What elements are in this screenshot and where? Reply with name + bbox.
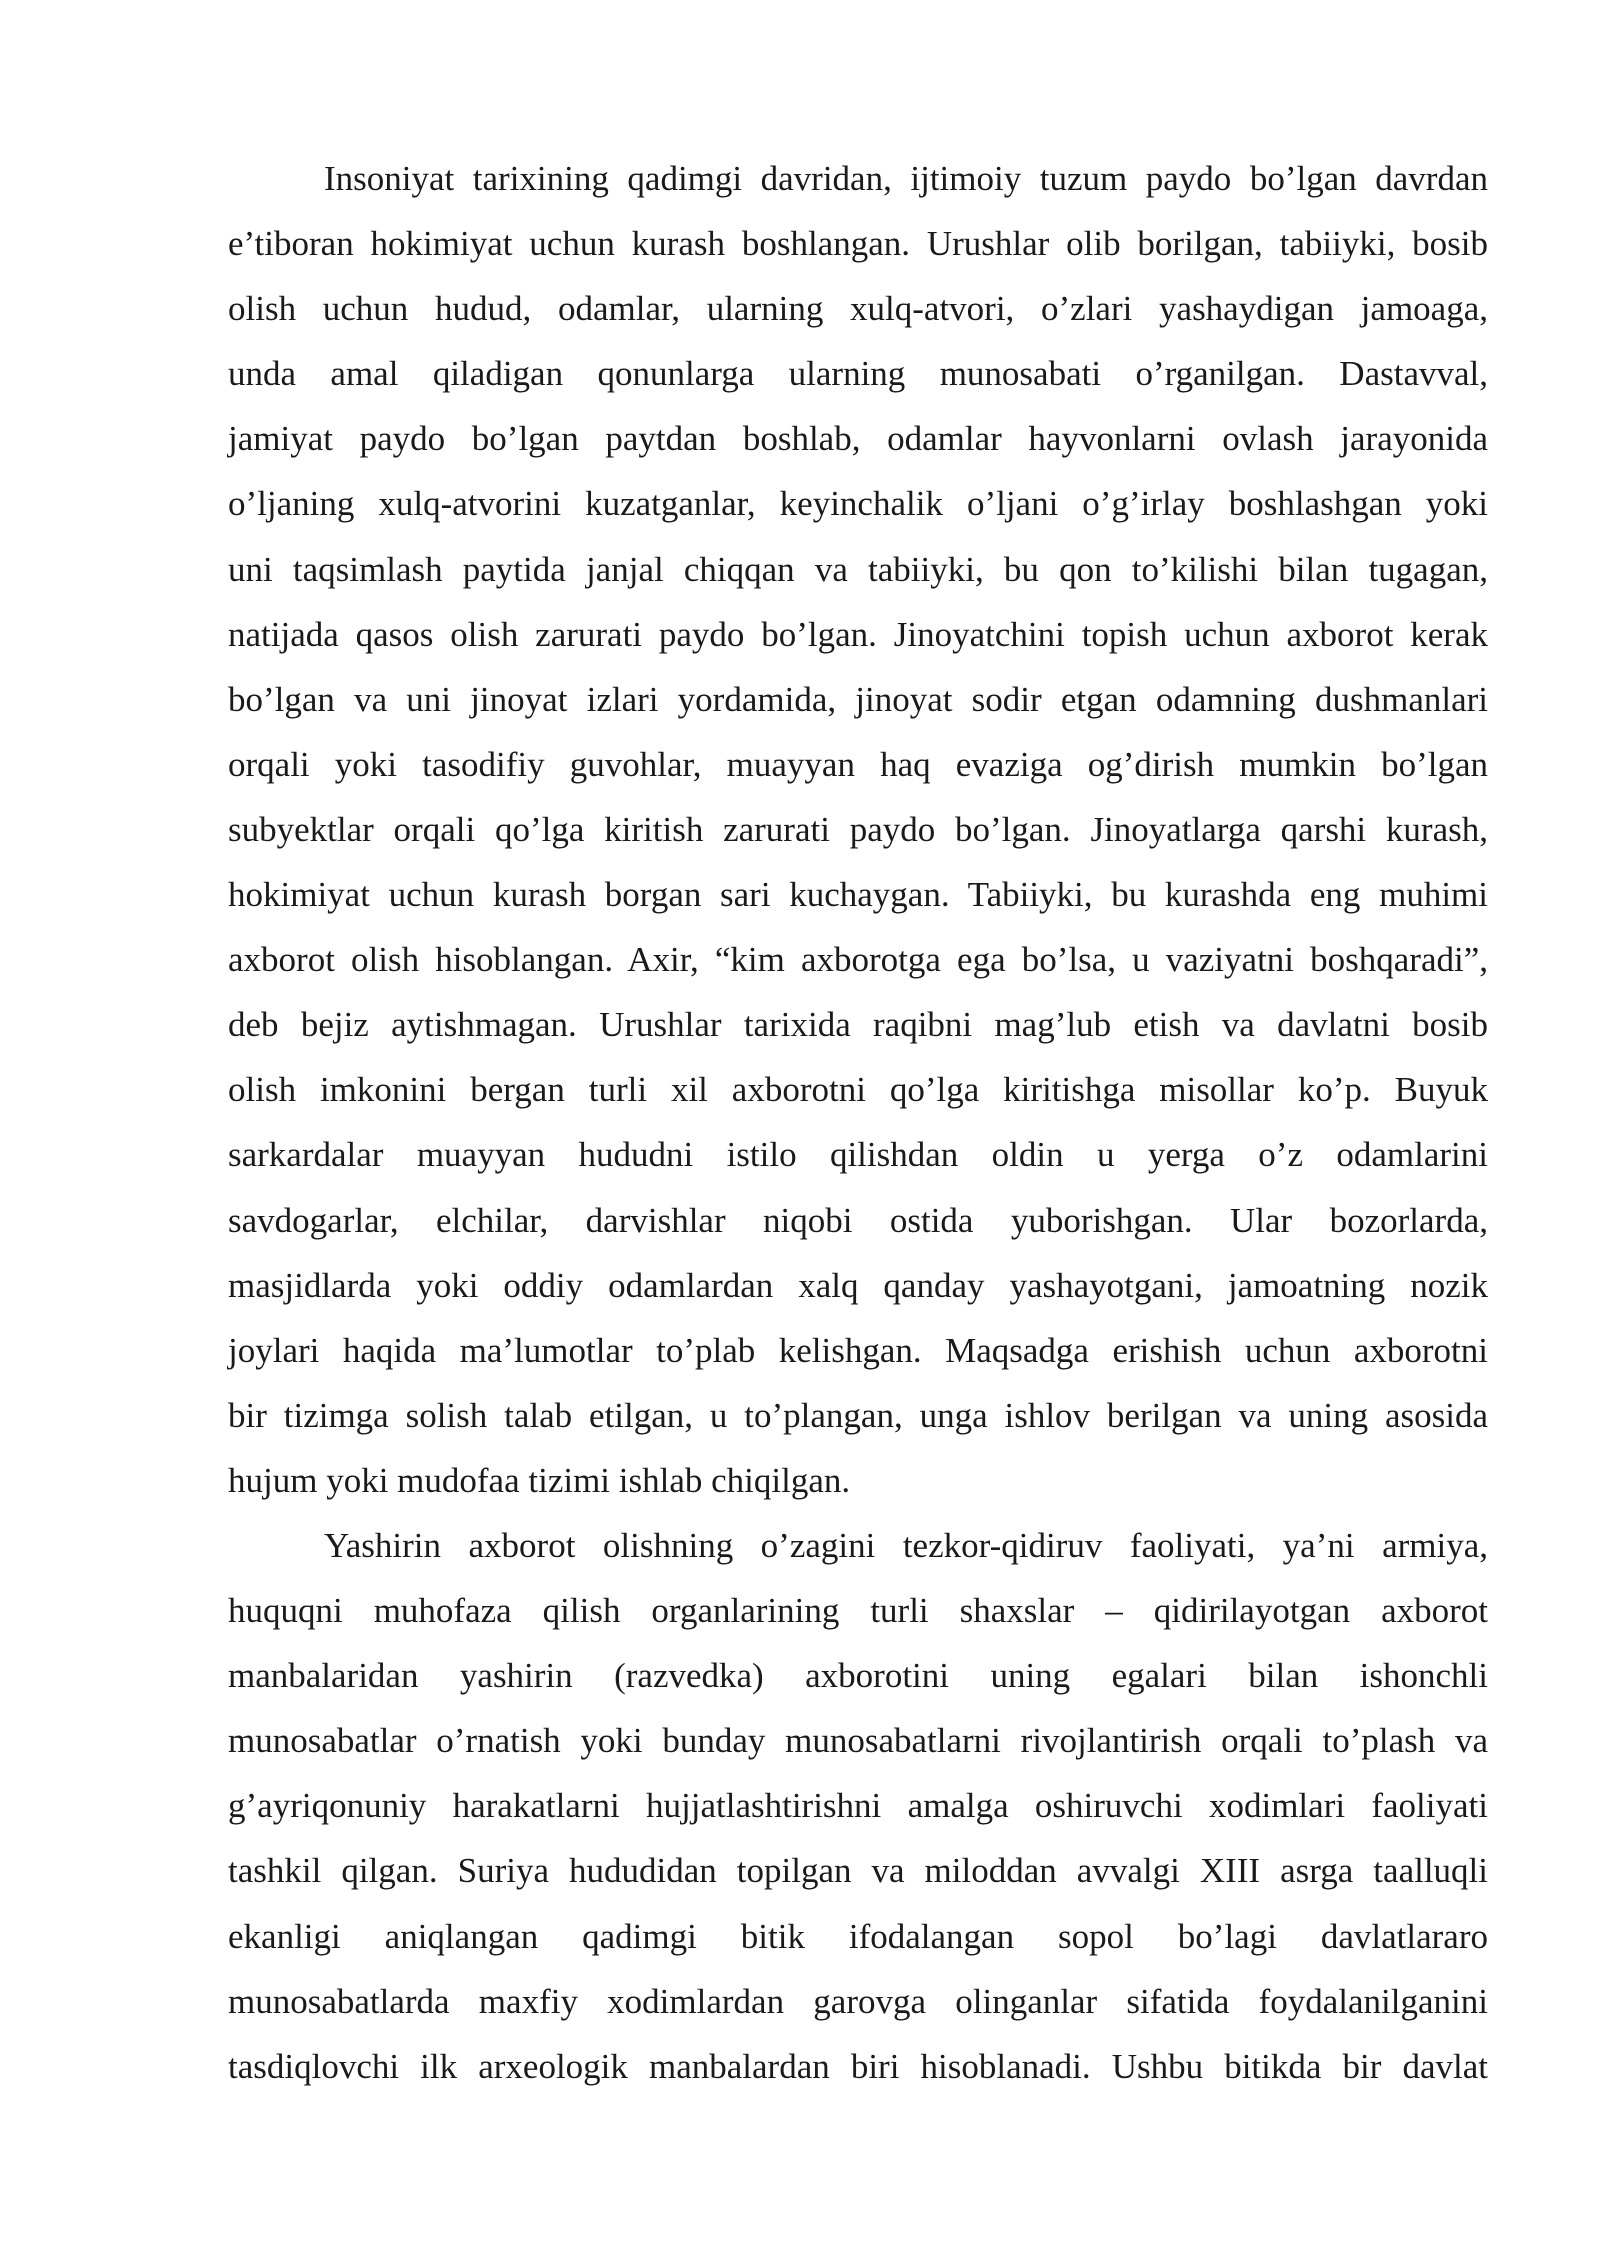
- paragraph-line: savdogarlar, elchilar, darvishlar niqobi ostida yuborishgan. Ular bozorlarda,: [228, 1200, 1488, 1240]
- paragraph-line: huquqni muhofaza qilish organlarining turli shaxslar – qidirilayotgan axborot: [228, 1591, 1488, 1631]
- paragraph-line: subyektlar orqali qo’lga kiritish zarurati paydo bo’lgan. Jinoyatlarga qarshi kurash,: [228, 809, 1488, 849]
- paragraph-1: [228, 146, 1488, 1513]
- paragraph-line: deb bejiz aytishmagan. Urushlar tarixida raqibni mag’lub etish va davlatni bosib: [228, 1005, 1488, 1045]
- paragraph-line: unda amal qiladigan qonunlarga ularning munosabati o’rganilgan. Dastavval,: [228, 354, 1488, 394]
- paragraph-line: munosabatlar o’rnatish yoki bunday munosabatlarni rivojlantirish orqali to’plash va: [228, 1721, 1488, 1761]
- paragraph-line: uni taqsimlash paytida janjal chiqqan va tabiiyki, bu qon to’kilishi bilan tugagan,: [228, 549, 1488, 589]
- paragraph-line: Yashirin axborot olishning o’zagini tezkor-qidiruv faoliyati, ya’ni armiya,: [324, 1525, 1488, 1565]
- paragraph-line: tasdiqlovchi ilk arxeologik manbalardan biri hisoblanadi. Ushbu bitikda bir davlat: [228, 2046, 1488, 2086]
- paragraph-line: manbalaridan yashirin (razvedka) axborotini uning egalari bilan ishonchli: [228, 1656, 1488, 1696]
- paragraph-line: bo’lgan va uni jinoyat izlari yordamida, jinoyat sodir etgan odamning dushmanlari: [228, 679, 1488, 719]
- paragraph-line: jamiyat paydo bo’lgan paytdan boshlab, odamlar hayvonlarni ovlash jarayonida: [228, 419, 1488, 459]
- paragraph-line: natijada qasos olish zarurati paydo bo’lgan. Jinoyatchini topish uchun axborot kerak: [228, 614, 1488, 654]
- paragraph-line: ekanligi aniqlangan qadimgi bitik ifodalangan sopol bo’lagi davlatlararo: [228, 1916, 1488, 1956]
- paragraph-line: olish imkonini bergan turli xil axborotni qo’lga kiritishga misollar ko’p. Buyuk: [228, 1070, 1488, 1110]
- paragraph-line: orqali yoki tasodifiy guvohlar, muayyan haq evaziga og’dirish mumkin bo’lgan: [228, 744, 1488, 784]
- paragraph-line: Insoniyat tarixining qadimgi davridan, ijtimoiy tuzum paydo bo’lgan davrdan: [324, 159, 1488, 198]
- paragraph-line: olish uchun hudud, odamlar, ularning xulq-atvori, o’zlari yashaydigan jamoaga,: [228, 289, 1488, 329]
- paragraph-line: tashkil qilgan. Suriya hududidan topilgan va miloddan avvalgi XIII asrga taalluqli: [228, 1851, 1488, 1891]
- paragraph-line: bir tizimga solish talab etilgan, u to’plangan, unga ishlov berilgan va uning asosida: [228, 1395, 1488, 1435]
- paragraph-line: o’ljaning xulq-atvorini kuzatganlar, keyinchalik o’ljani o’g’irlay boshlashgan yoki: [228, 484, 1488, 524]
- document-body: [228, 146, 1488, 2099]
- paragraph-line: joylari haqida ma’lumotlar to’plab kelishgan. Maqsadga erishish uchun axborotni: [228, 1330, 1488, 1370]
- paragraph-2: [228, 1513, 1488, 2099]
- paragraph-line: munosabatlarda maxfiy xodimlardan garovga olinganlar sifatida foydalanilganini: [228, 1981, 1488, 2021]
- paragraph-line: g’ayriqonuniy harakatlarni hujjatlashtirishni amalga oshiruvchi xodimlari faoliyati: [228, 1786, 1488, 1826]
- paragraph-line: masjidlarda yoki oddiy odamlardan xalq qanday yashayotgani, jamoatning nozik: [228, 1265, 1488, 1305]
- paragraph-line: hokimiyat uchun kurash borgan sari kuchaygan. Tabiiyki, bu kurashda eng muhimi: [228, 875, 1488, 915]
- paragraph-line: sarkardalar muayyan hududni istilo qilishdan oldin u yerga o’z odamlarini: [228, 1135, 1488, 1175]
- paragraph-line: e’tiboran hokimiyat uchun kurash boshlangan. Urushlar olib borilgan, tabiiyki, bosib: [228, 224, 1488, 264]
- paragraph-line: hujum yoki mudofaa tizimi ishlab chiqilgan.: [228, 1460, 851, 1500]
- paragraph-line: axborot olish hisoblangan. Axir, “kim axborotga ega bo’lsa, u vaziyatni boshqaradi”,: [228, 940, 1488, 980]
